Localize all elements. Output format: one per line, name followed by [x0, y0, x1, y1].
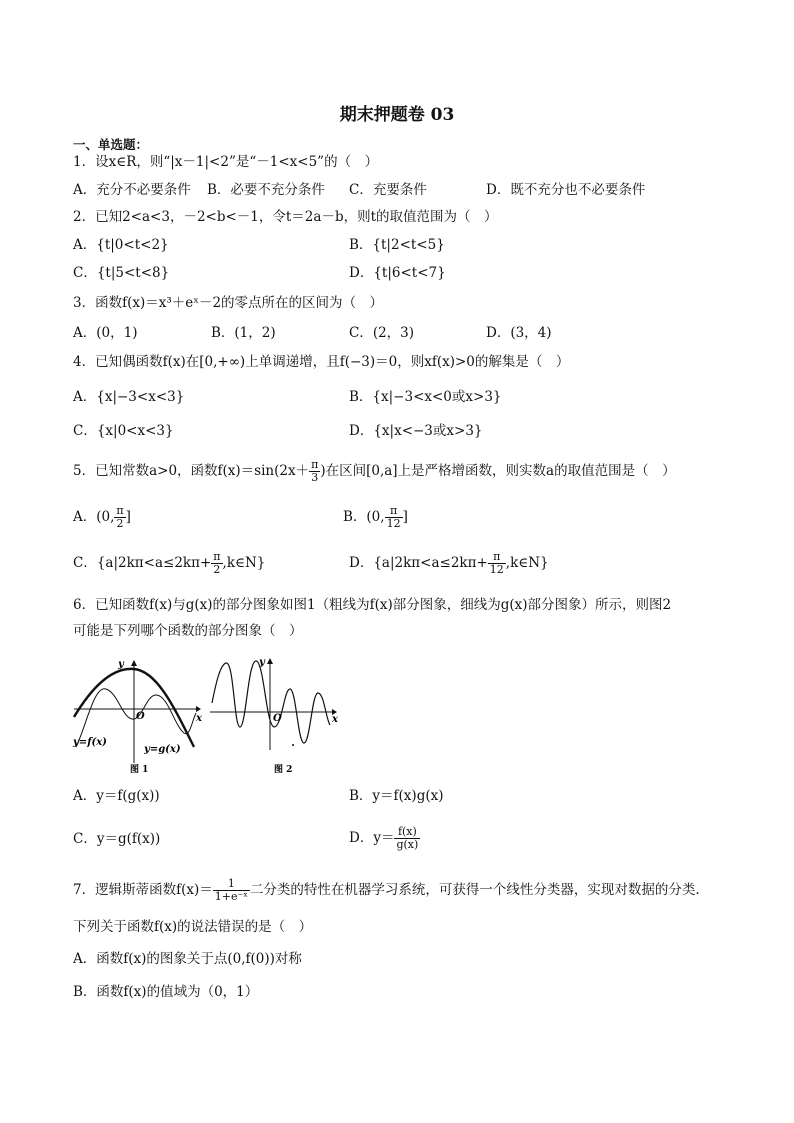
q2-option-c[interactable]: C．{t|5<t<8}: [73, 265, 170, 281]
fig2-caption: 图 2: [274, 765, 293, 775]
q5-option-c[interactable]: [73, 548, 265, 578]
fig2-y-arrow: [267, 658, 273, 664]
fig1-f-label: y=f(x): [73, 737, 107, 748]
q3-stem: 3．函数f(x)＝x³＋eˣ－2的零点所在的区间为（ ）: [73, 295, 384, 311]
q2-stem: 2．已知2<a<3，－2<b<－1，令t＝2a－b，则t的取值范围为（ ）: [73, 209, 498, 225]
q5-b-post: ]: [402, 509, 408, 525]
q4-option-c[interactable]: C．{x|0<x<3}: [73, 423, 174, 439]
fig1-y-label: y: [118, 659, 124, 670]
fig1-origin-label: O: [136, 711, 145, 722]
q5-b-pre: B．(0,: [343, 509, 385, 525]
q5-stem-pre: 5．已知常数a>0，函数f(x)＝sin(2x＋: [73, 463, 310, 479]
q1-option-a[interactable]: A．充分不必要条件: [73, 182, 191, 198]
q5-frac-num: π: [311, 458, 319, 471]
q5-frac-den: 3: [311, 471, 319, 484]
q6-option-a[interactable]: A．y＝f(g(x)): [73, 788, 160, 804]
q3-option-a[interactable]: A．(0，1): [73, 325, 138, 341]
q6-stem-line1: 6．已知函数f(x)与g(x)的部分图象如图1（粗线为f(x)部分图象，细线为g(x)部分图象）所示，则图2: [73, 597, 672, 613]
figure-2: [208, 655, 343, 775]
q4-stem: 4．已知偶函数f(x)在[0,+∞)上单调递增，且f(−3)＝0，则xf(x)>0的解集是（ ）: [73, 354, 570, 370]
q1-option-b[interactable]: B．必要不充分条件: [207, 182, 325, 198]
fig1-x-arrow: [196, 706, 201, 712]
q2-option-a[interactable]: A．{t|0<t<2}: [73, 237, 169, 253]
q5-a-post: ]: [125, 509, 131, 525]
q5-a-pre: A．(0,: [73, 509, 115, 525]
fig2-origin-label: O: [273, 713, 282, 724]
fig2-dot: [292, 744, 294, 746]
q5-c-post: ,k∈N}: [222, 555, 266, 571]
q7-stem: [73, 875, 700, 905]
figure-1: [72, 655, 207, 775]
q5-d-num: π: [488, 551, 506, 564]
q5-b-den: 12: [386, 517, 401, 530]
q3-option-d[interactable]: D．(3，4): [486, 325, 552, 341]
fig1-x-label: x: [196, 713, 202, 724]
q1-option-c[interactable]: C．充要条件: [349, 182, 427, 198]
q5-d-pre: D．{a|2kπ<a≤2kπ+: [349, 555, 488, 571]
q4-option-b[interactable]: B．{x|−3<x<0或x>3}: [349, 389, 502, 405]
q7-frac-num: 1: [213, 878, 250, 891]
fig2-curve: [212, 661, 330, 743]
q2-option-d[interactable]: D．{t|6<t<7}: [349, 265, 446, 281]
q2-option-b[interactable]: B．{t|2<t<5}: [349, 237, 445, 253]
q5-stem: [73, 456, 676, 486]
q5-d-fraction: [488, 551, 506, 576]
q5-c-fraction: [211, 551, 222, 576]
q6-option-b[interactable]: B．y＝f(x)g(x): [349, 788, 444, 804]
q7-stem-post: 二分类的特性在机器学习系统，可获得一个线性分类器，实现对数据的分类.: [249, 882, 700, 898]
q5-b-fraction: [385, 505, 403, 530]
q6-d-fraction: [394, 826, 420, 851]
q5-option-a[interactable]: [73, 501, 131, 533]
q5-c-pre: C．{a|2kπ<a≤2kπ+: [73, 555, 212, 571]
q7-option-b[interactable]: B．函数f(x)的值域为（0，1）: [73, 984, 259, 1000]
q7-stem-fraction: [213, 878, 250, 903]
fig1-y-arrow: [131, 660, 137, 666]
q5-d-den: 12: [489, 563, 504, 576]
q6-d-pre: D．y＝: [349, 830, 395, 846]
q5-d-post: ,k∈N}: [505, 555, 549, 571]
q6-option-d[interactable]: [349, 820, 420, 856]
q5-c-num: π: [213, 550, 221, 563]
q5-option-b[interactable]: [343, 501, 408, 533]
q4-option-a[interactable]: A．{x|−3<x<3}: [73, 389, 185, 405]
q3-option-c[interactable]: C．(2，3): [349, 325, 415, 341]
fig1-caption: 图 1: [130, 765, 149, 775]
q5-option-d[interactable]: [349, 548, 549, 578]
q7-frac-den: 1+e⁻ˣ: [214, 890, 248, 903]
q3-option-b[interactable]: B．(1，2): [211, 325, 276, 341]
q1-stem: 1．设x∈R，则“|x－1|<2”是“－1<x<5”的（ ）: [73, 154, 379, 170]
q5-a-fraction: [114, 505, 125, 530]
q7-option-a[interactable]: A．函数f(x)的图象关于点(0,f(0))对称: [73, 951, 302, 967]
q7-stem-pre: 7．逻辑斯蒂函数f(x)＝: [73, 882, 213, 898]
q6-d-num: f(x): [394, 826, 420, 839]
section-heading: 一、单选题：: [73, 137, 149, 152]
q1-option-d[interactable]: D．既不充分也不必要条件: [486, 182, 646, 198]
fig2-y-label: y: [259, 657, 265, 668]
q7-stem-line2: 下列关于函数f(x)的说法错误的是（ ）: [73, 919, 313, 935]
fig1-g-label: y=g(x): [144, 744, 181, 755]
q5-stem-post: )在区间[0,a]上是严格增函数，则实数a的取值范围是（ ）: [320, 463, 676, 479]
q5-a-den: 2: [116, 517, 124, 530]
q5-a-num: π: [116, 504, 124, 517]
q6-d-den: g(x): [396, 838, 419, 851]
q6-stem-line2: 可能是下列哪个函数的部分图象（ ）: [73, 623, 303, 639]
q6-option-c[interactable]: C．y＝g(f(x)): [73, 831, 161, 847]
q5-b-num: π: [385, 505, 403, 518]
q4-option-d[interactable]: D．{x|x<−3或x>3}: [349, 423, 483, 439]
q5-stem-fraction: [309, 459, 320, 484]
page-title: 期末押题卷 03: [339, 105, 455, 125]
q5-c-den: 2: [213, 563, 221, 576]
fig2-x-label: x: [332, 714, 338, 725]
